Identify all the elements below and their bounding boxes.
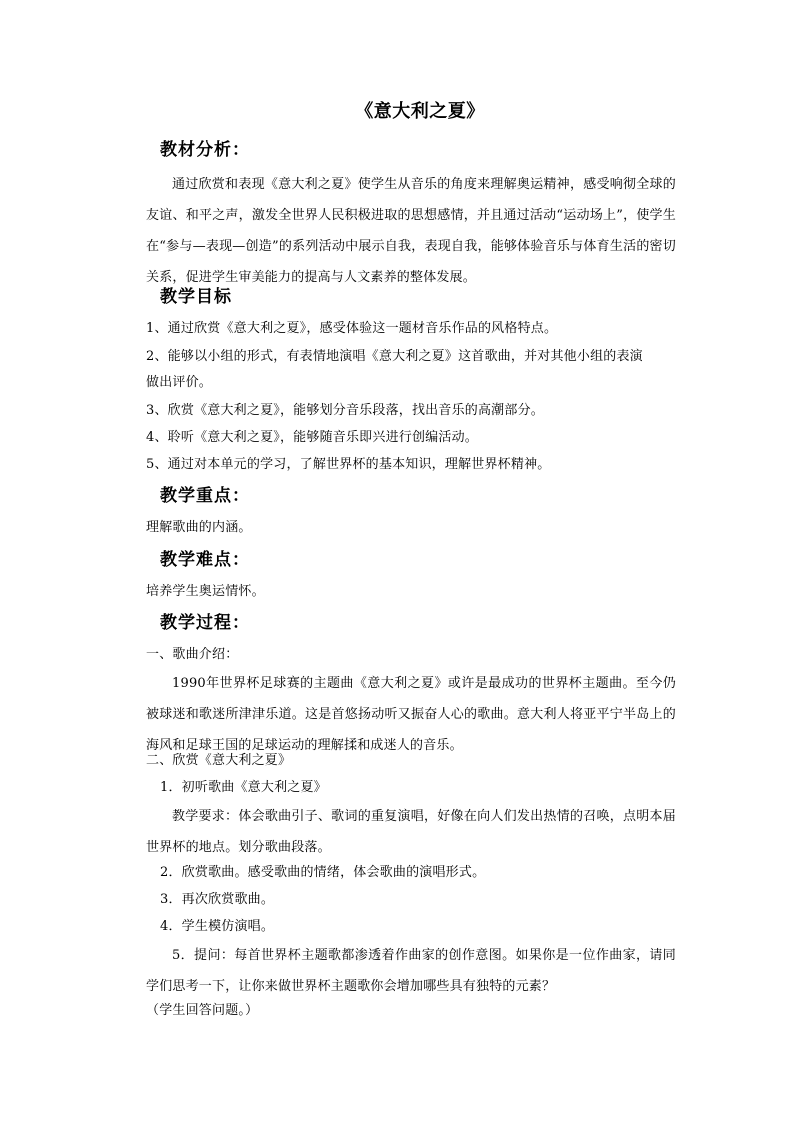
process-step-1: 1．初听歌曲《意大利之夏》 [160,780,327,795]
difficulty-text: 培养学生奥运情怀。 [146,584,265,599]
goal-item-3: 3、欣赏《意大利之夏》，能够划分音乐段落，找出音乐的高潮部分。 [146,403,544,418]
heading-process: 教学过程： [160,613,250,633]
goal-item-5: 5、通过对本单元的学习，了解世界杯的基本知识，理解世界杯精神。 [146,457,551,472]
process-step-4: 4．学生模仿演唱。 [160,919,275,934]
process-step-3: 3．再次欣赏歌曲。 [160,892,275,907]
document-title: 《意大利之夏》 [355,101,485,122]
process-answer-note: （学生回答问题。） [146,1003,259,1018]
goal-item-2: 2、能够以小组的形式，有表情地演唱《意大利之夏》这首歌曲，并对其他小组的表演 [146,349,643,364]
goal-item-4: 4、聆听《意大利之夏》，能够随音乐即兴进行创编活动。 [146,430,478,445]
focus-text: 理解歌曲的内涵。 [146,520,252,535]
heading-focus: 教学重点： [160,486,250,506]
heading-analysis: 教材分析： [160,140,250,160]
heading-goals: 教学目标 [160,287,232,307]
process-step-1-requirement: 教学要求：体会歌曲引子、歌词的重复演唱，好像在向人们发出热情的召唤，点明本届世界杯的地点。划分歌曲段落。 [146,809,676,855]
goal-item-2-continued: 做出评价。 [146,375,213,390]
analysis-paragraph: 通过欣赏和表现《意大利之夏》使学生从音乐的角度来理解奥运精神，感受响彻全球的友谊、和平之声，激发全世界人民积极进取的思想感情，并且通过活动“运动场上”，使学生在“参与—表现—创造”的系列活动中展示自我，表现自我，能够体验音乐与体育生活的密切关系，促进学生审美能力的提高与人文素养的整体发展。 [146,177,676,285]
process-appreciate-label: 二、欣赏《意大利之夏》 [146,753,292,768]
goal-item-1: 1、通过欣赏《意大利之夏》，感受体验这一题材音乐作品的风格特点。 [146,321,558,336]
process-intro-paragraph: 1990年世界杯足球赛的主题曲《意大利之夏》或许是最成功的世界杯主题曲。至今仍被球迷和歌迷所津津乐道。这是首悠扬动听又振奋人心的歌曲。意大利人将亚平宁半岛上的海风和足球王国的足球运动的理解揉和成迷人的音乐。 [146,676,676,753]
heading-difficulty: 教学难点： [160,550,250,570]
process-step-2: 2．欣赏歌曲。感受歌曲的情绪，体会歌曲的演唱形式。 [160,865,486,880]
process-step-5: 5．提问：每首世界杯主题歌都渗透着作曲家的创作意图。如果你是一位作曲家，请同学们思考一下，让你来做世界杯主题歌你会增加哪些具有独特的元素？ [146,948,676,994]
process-intro-label: 一、歌曲介绍： [146,647,239,662]
